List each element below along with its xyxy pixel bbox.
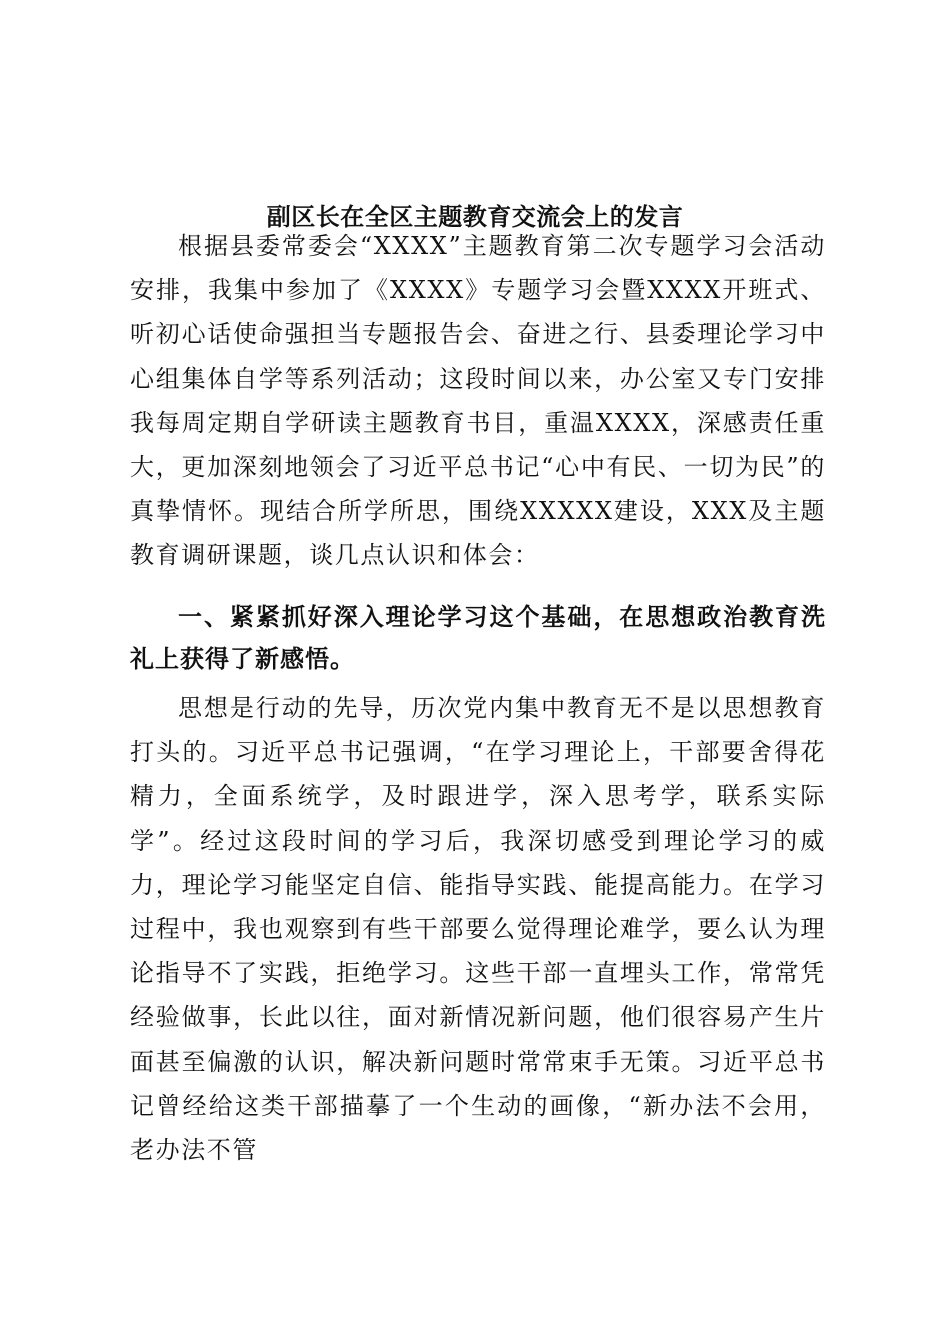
intro-paragraph: 根据县委常委会“XXXX”主题教育第二次专题学习会活动安排，我集中参加了《XXXX》专题学习会暨XXXX开班式、听初心话使命强担当专题报告会、奋进之行、县委理论学习中心组集体自学等系列活动；这段时间以来，办公室又专门安排我每周定期自学研读主题教育书目，重温XXXX，深感责任重大，更加深刻地领会了习近平总书记“心中有民、一切为民”的真挚情怀。现结合所学所思，围绕XXXXX建设，XXX及主题教育调研课题，谈几点认识和体会：: [130, 232, 826, 570]
section-1-paragraph: 思想是行动的先导，历次党内集中教育无不是以思想教育打头的。习近平总书记强调，“在学习理论上，干部要舍得花精力，全面系统学，及时跟进学，深入思考学，联系实际学”。经过这段时间的学习后，我深切感受到理论学习的威力，理论学习能坚定自信、能指导实践、能提高能力。在学习过程中，我也观察到有些干部要么觉得理论难学，要么认为理论指导不了实践，拒绝学习。这些干部一直埋头工作，常常凭经验做事，长此以往，面对新情况新问题，他们很容易产生片面甚至偏激的认识，解决新问题时常常束手无策。习近平总书记曾经给这类干部描摹了一个生动的画像，“新办法不会用，老办法不管: [130, 694, 826, 1165]
section-heading-1: 一、紧紧抓好深入理论学习这个基础，在思想政治教育洗礼上获得了新感悟。: [130, 603, 826, 673]
document-title: 副区长在全区主题教育交流会上的发言: [266, 202, 684, 232]
